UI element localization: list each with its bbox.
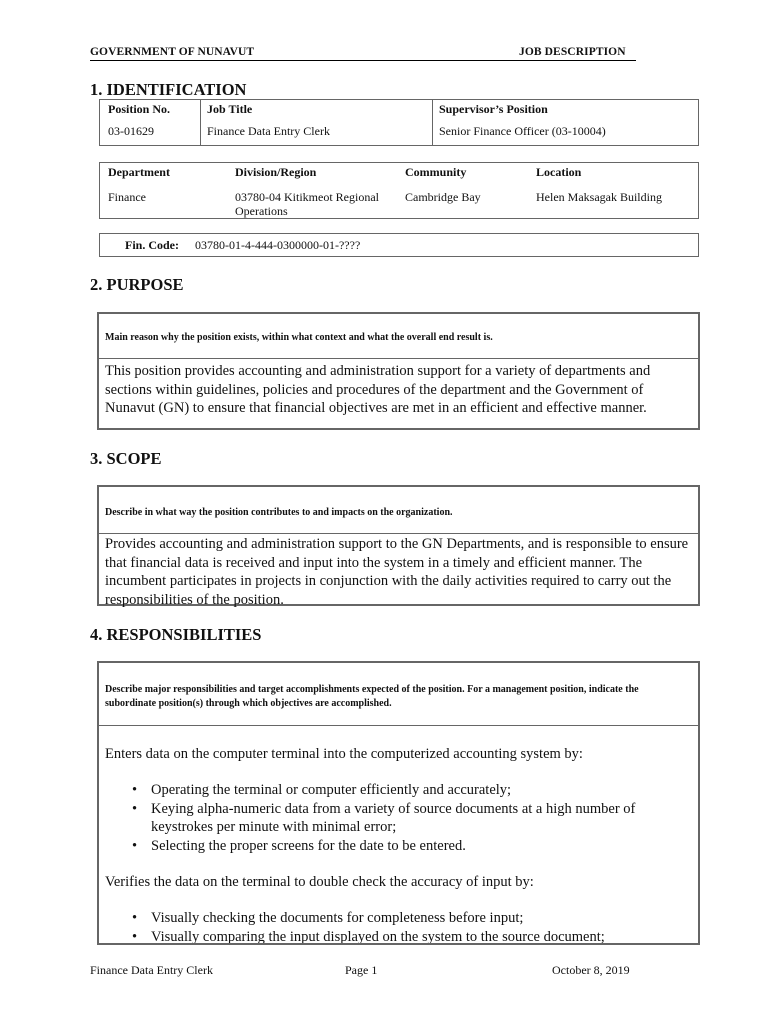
value-position-no: 03-01629 [108,124,154,138]
table-divider [200,100,201,145]
scope-box [97,485,700,606]
header-org: GOVERNMENT OF NUNAVUT [90,46,255,58]
section-title-scope: 3. SCOPE [90,449,162,468]
bullet-icon: • [132,928,138,945]
responsibilities-list-2 [105,909,675,945]
purpose-divider [99,358,698,359]
bullet-icon: • [132,782,138,798]
list-item: • Selecting the proper screens for the date to be entered. [132,837,466,854]
footer-date: October 8, 2019 [552,963,630,977]
header-job-title: Job Title [207,102,253,116]
value-location: Helen Maksagak Building [536,190,662,204]
footer-page-number: Page 1 [345,963,378,977]
responsibilities-prompt: Describe major responsibilities and target accomplishments expected of the position. For a management position, indicate the subordinate position(s) through which objectives are accomplished. [105,684,639,709]
header-division: Division/Region [235,165,317,179]
section-title-purpose: 2. PURPOSE [90,275,184,294]
header-doc-type: JOB DESCRIPTION [519,46,626,58]
header-department: Department [108,165,170,179]
footer-title: Finance Data Entry Clerk [90,963,213,977]
header-rule [90,60,636,61]
purpose-text: This position provides accounting and administration support for a variety of departments and sections within guidelines, policies and procedures of the department and the Government of Nunavut (GN) to ensure that financial objectives are met in an efficient and effective manner. [105,363,651,416]
value-supervisor: Senior Finance Officer (03-10004) [439,124,606,138]
list-item: • Visually comparing the input displayed on the system to the source document; [132,928,605,945]
section-title-responsibilities: 4. RESPONSIBILITIES [90,625,262,644]
scope-divider [99,533,698,534]
header-location: Location [536,165,582,179]
bullet-icon: • [132,910,138,926]
list-item: • Operating the terminal or computer efficiently and accurately; [132,782,512,798]
fin-code-value: 03780-01-4-444-0300000-01-???? [195,238,361,252]
header-supervisor: Supervisor’s Position [439,102,548,116]
fin-code-box [99,233,699,257]
identification-table-1 [99,99,699,146]
scope-prompt: Describe in what way the position contributes to and impacts on the organization. [105,507,453,518]
identification-table-2 [99,162,699,219]
fin-code-label: Fin. Code: [125,238,179,252]
responsibilities-box [97,661,700,945]
table-divider [432,100,433,145]
header-position-no: Position No. [108,102,171,116]
purpose-prompt: Main reason why the position exists, within what context and what the overall end result is. [105,332,493,343]
list-item: • Keying alpha-numeric data from a variety of source documents at a high number of keystrokes per minute with minimal error; [132,800,636,835]
value-job-title: Finance Data Entry Clerk [207,124,330,138]
value-division: 03780-04 Kitikmeot Regional Operations [235,190,379,218]
scope-text: Provides accounting and administration support to the GN Departments, and is responsible to ensure that financial data is received and input into the system in a timely and efficient manner. The incumbent participates in projects in conjunction with the daily activities required to carry out the responsibilities of the position. [105,536,689,608]
value-community: Cambridge Bay [405,190,481,204]
header-community: Community [405,165,467,179]
responsibilities-list-1 [105,781,675,855]
list-item: • Visually checking the documents for completeness before input; [132,910,524,926]
responsibilities-intro-1: Enters data on the computer terminal into the computerized accounting system by: [105,746,583,762]
responsibilities-divider [99,725,698,726]
value-department: Finance [108,190,146,204]
bullet-icon: • [132,837,138,854]
bullet-icon: • [132,800,138,817]
responsibilities-intro-2: Verifies the data on the terminal to double check the accuracy of input by: [105,874,534,890]
purpose-box [97,312,700,430]
section-title-identification: 1. IDENTIFICATION [90,80,247,99]
